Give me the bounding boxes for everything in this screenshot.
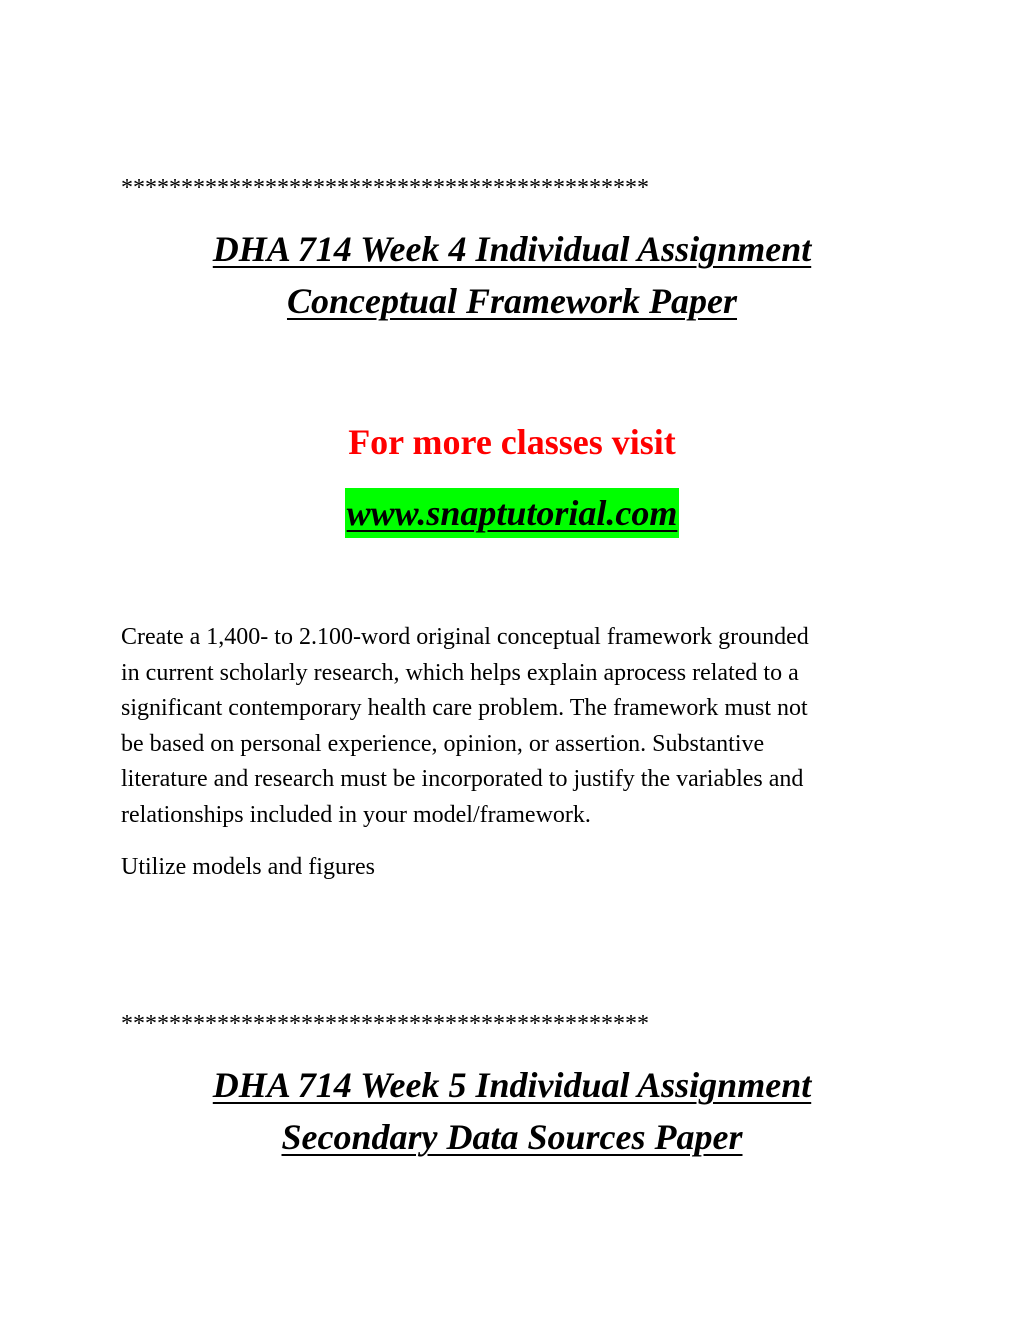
section-divider-2: ******************************************** <box>121 1011 649 1037</box>
description-line: in current scholarly research, which helps explain aprocess related to a <box>121 659 799 686</box>
promo-link-container <box>0 488 1024 538</box>
description-line: significant contemporary health care problem. The framework must not <box>121 695 808 721</box>
website-link[interactable]: www.snaptutorial.com <box>345 488 680 538</box>
description-line: Create a 1,400- to 2.100-word original conceptual framework grounded <box>121 624 809 650</box>
assignment-title-week5-line2: Secondary Data Sources Paper <box>281 1117 743 1157</box>
assignment-title-week4-line1: DHA 714 Week 4 Individual Assignment <box>212 229 812 269</box>
description-line: be based on personal experience, opinion, or assertion. Substantive <box>121 730 765 757</box>
description-line: literature and research must be incorporated to justify the variables and <box>121 766 804 792</box>
assignment-description <box>121 620 911 833</box>
section-divider-1: ******************************************** <box>121 175 649 201</box>
promo-call-to-action: For more classes visit <box>348 422 676 462</box>
description-line: relationships included in your model/framework. <box>121 801 591 828</box>
assignment-note: Utilize models and figures <box>121 854 375 880</box>
assignment-title-week5-line1: DHA 714 Week 5 Individual Assignment <box>212 1065 812 1105</box>
assignment-title-week4-line2: Conceptual Framework Paper <box>286 281 738 321</box>
